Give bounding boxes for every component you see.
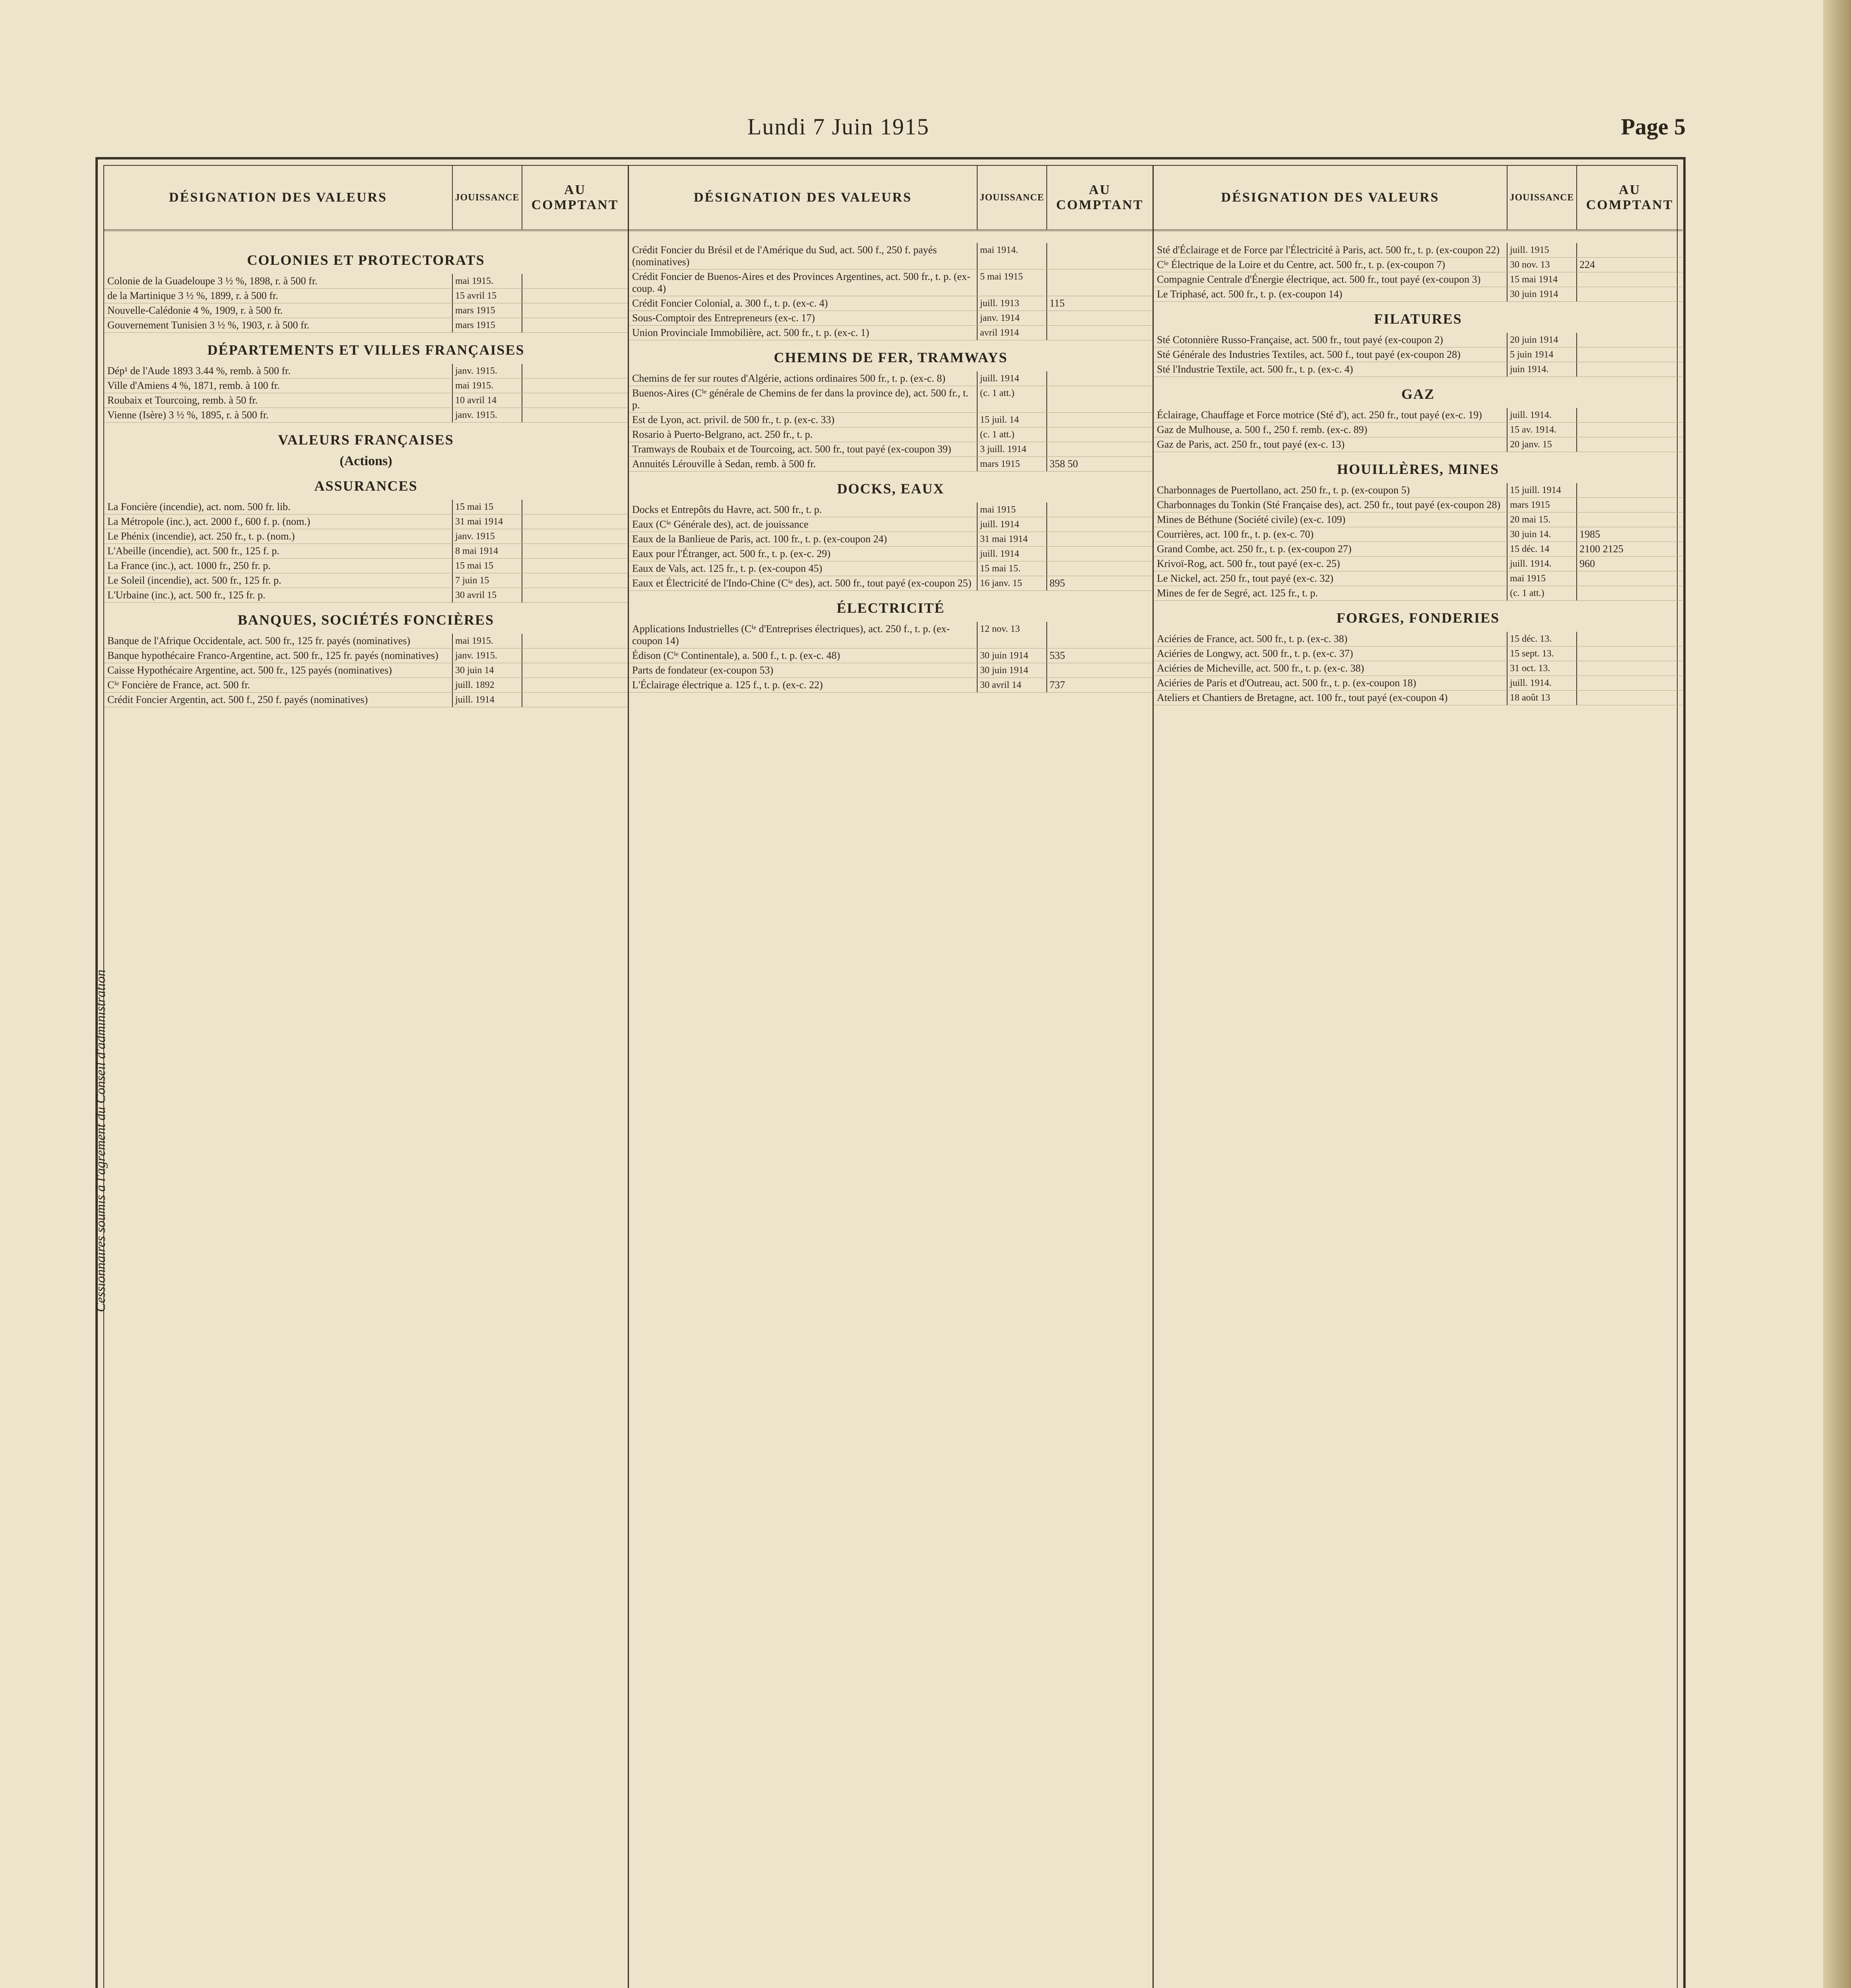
security-designation: Ville d'Amiens 4 %, 1871, remb. à 100 fr.: [104, 379, 453, 393]
security-designation: Vienne (Isère) 3 ½ %, 1895, r. à 500 fr.: [104, 408, 453, 422]
section-subtitle: (Actions): [340, 454, 392, 468]
security-designation: Éclairage, Chauffage et Force motrice (Sté d'), act. 250 fr., tout payé (ex-c. 19): [1154, 408, 1508, 422]
security-designation: Dép¹ de l'Aude 1893 3.44 %, remb. à 500 fr.: [104, 364, 453, 378]
jouissance-date: 15 juil. 14: [978, 413, 1047, 427]
cash-price: [522, 678, 628, 692]
listing-frame: [95, 157, 1686, 1988]
jouissance-date: juill. 1913: [978, 296, 1047, 311]
security-designation: Le Triphasé, act. 500 fr., t. p. (ex-coupon 14): [1154, 287, 1508, 301]
jouissance-date: mars 1915: [453, 303, 522, 318]
cash-price: [1047, 326, 1153, 340]
cash-price: 1985: [1579, 528, 1600, 540]
cash-price: [522, 573, 628, 588]
security-designation: Banque de l'Afrique Occidentale, act. 500 fr., 125 fr. payés (nominatives): [104, 634, 453, 648]
column-rows: [1154, 231, 1682, 705]
jouissance-date: 8 mai 1914: [453, 544, 522, 558]
jouissance-date: mars 1915: [453, 318, 522, 332]
jouissance-date: 30 juin 14.: [1508, 527, 1577, 542]
security-designation: Grand Combe, act. 250 fr., t. p. (ex-coupon 27): [1154, 542, 1508, 556]
security-designation: Gaz de Paris, act. 250 fr., tout payé (ex-c. 13): [1154, 437, 1508, 452]
jouissance-date: (c. 1 att.): [978, 427, 1047, 442]
jouissance-date: mai 1915: [978, 503, 1047, 517]
cash-price: [1577, 243, 1682, 257]
cash-price: [1577, 272, 1682, 287]
table-row: [629, 442, 1153, 457]
security-designation: Ateliers et Chantiers de Bretagne, act. 100 fr., tout payé (ex-coupon 4): [1154, 691, 1508, 705]
security-designation: Sté d'Éclairage et de Force par l'Électricité à Paris, act. 500 fr., t. p. (ex-coupon 22): [1154, 243, 1508, 257]
jouissance-date: juin 1914.: [1508, 362, 1577, 377]
cash-price: [522, 393, 628, 408]
security-designation: Est de Lyon, act. privil. de 500 fr., t. p. (ex-c. 33): [629, 413, 978, 427]
header-au-comptant: AU COMPTANT: [1056, 182, 1144, 212]
security-designation: Banque hypothécaire Franco-Argentine, act. 500 fr., 125 fr. payés (nominatives): [104, 648, 453, 663]
column-3: [1154, 166, 1682, 1988]
table-row: [629, 311, 1153, 326]
security-designation: Annuités Lérouville à Sedan, remb. à 500 fr.: [629, 457, 978, 471]
header-au-comptant: AU COMPTANT: [1586, 182, 1674, 212]
security-designation: Tramways de Roubaix et de Tourcoing, act. 500 fr., tout payé (ex-coupon 39): [629, 442, 978, 456]
jouissance-date: juill. 1914: [453, 693, 522, 707]
table-row: [629, 371, 1153, 386]
security-designation: Eaux de la Banlieue de Paris, act. 100 fr., t. p. (ex-coupon 24): [629, 532, 978, 546]
jouissance-date: 15 déc. 14: [1508, 542, 1577, 556]
security-designation: Parts de fondateur (ex-coupon 53): [629, 663, 978, 678]
security-designation: Gouvernement Tunisien 3 ½ %, 1903, r. à 500 fr.: [104, 318, 453, 332]
table-row: [629, 517, 1153, 532]
jouissance-date: 16 janv. 15: [978, 576, 1047, 590]
table-row: [104, 648, 628, 663]
jouissance-date: 30 juin 1914: [1508, 287, 1577, 301]
cash-price: [1047, 371, 1153, 386]
listing-frame-inner: [103, 165, 1678, 1988]
cash-price: [1577, 632, 1682, 646]
jouissance-date: 15 sept. 13.: [1508, 646, 1577, 661]
security-designation: Sté Cotonnière Russo-Française, act. 500 fr., tout payé (ex-coupon 2): [1154, 333, 1508, 347]
table-row: [1154, 437, 1682, 452]
section-title: DOCKS, EAUX: [837, 481, 945, 497]
jouissance-date: 20 mai 15.: [1508, 513, 1577, 527]
table-row: [629, 663, 1153, 678]
security-designation: Nouvelle-Calédonie 4 %, 1909, r. à 500 fr.: [104, 303, 453, 318]
cash-price: [1577, 513, 1682, 527]
security-designation: La France (inc.), act. 1000 fr., 250 fr. p.: [104, 559, 453, 573]
cash-price: [522, 588, 628, 602]
table-row: [629, 503, 1153, 517]
table-row: [629, 270, 1153, 296]
jouissance-date: 30 nov. 13: [1508, 258, 1577, 272]
cash-price: 224: [1579, 259, 1595, 270]
section-title: CHEMINS DE FER, TRAMWAYS: [774, 349, 1008, 365]
cash-price: [1047, 622, 1153, 648]
jouissance-date: 31 oct. 13.: [1508, 661, 1577, 676]
cash-price: 737: [1050, 679, 1065, 691]
page-header: [91, 113, 1686, 149]
jouissance-date: janv. 1915.: [453, 648, 522, 663]
jouissance-date: juill. 1914: [978, 517, 1047, 532]
jouissance-date: janv. 1914: [978, 311, 1047, 325]
table-row: [1154, 408, 1682, 423]
cash-price: 960: [1579, 558, 1595, 569]
table-row: [104, 529, 628, 544]
jouissance-date: 7 juin 15: [453, 573, 522, 588]
table-row: [1154, 691, 1682, 705]
cash-price: [1577, 483, 1682, 497]
section-title: GAZ: [1401, 386, 1435, 402]
cash-price: [1047, 503, 1153, 517]
cash-price: [522, 693, 628, 707]
security-designation: de la Martinique 3 ½ %, 1899, r. à 500 fr.: [104, 289, 453, 303]
table-row: [104, 559, 628, 573]
column-header: [629, 166, 1153, 231]
cash-price: [522, 514, 628, 529]
security-designation: Aciéries de France, act. 500 fr., t. p. (ex-c. 38): [1154, 632, 1508, 646]
jouissance-date: 31 mai 1914: [978, 532, 1047, 546]
table-row: [104, 678, 628, 693]
table-row: [629, 457, 1153, 472]
cash-price: [522, 500, 628, 514]
table-row: [629, 576, 1153, 591]
table-row: [104, 303, 628, 318]
table-row: [1154, 362, 1682, 377]
cash-price: [1047, 532, 1153, 546]
cash-price: [522, 544, 628, 558]
security-designation: Krivoï-Rog, act. 500 fr., tout payé (ex-c. 25): [1154, 557, 1508, 571]
security-designation: Eaux (Cⁱᵉ Générale des), act. de jouissance: [629, 517, 978, 532]
security-designation: Cⁱᵉ Électrique de la Loire et du Centre, act. 500 fr., t. p. (ex-coupon 7): [1154, 258, 1508, 272]
cash-price: [522, 364, 628, 378]
table-row: [629, 413, 1153, 427]
table-row: [104, 393, 628, 408]
table-row: [1154, 258, 1682, 272]
jouissance-date: juill. 1914.: [1508, 408, 1577, 422]
column-2: [629, 166, 1154, 1988]
section-title: ASSURANCES: [314, 478, 418, 494]
jouissance-date: juill. 1914.: [1508, 557, 1577, 571]
jouissance-date: mai 1915: [1508, 571, 1577, 586]
security-designation: Crédit Foncier de Buenos-Aires et des Provinces Argentines, act. 500 fr., t. p. (ex-coup. 4): [629, 270, 978, 296]
cash-price: [1047, 547, 1153, 561]
cash-price: [1577, 571, 1682, 586]
jouissance-date: 20 juin 1914: [1508, 333, 1577, 347]
table-row: [629, 547, 1153, 561]
security-designation: Eaux pour l'Étranger, act. 500 fr., t. p. (ex-c. 29): [629, 547, 978, 561]
table-row: [104, 514, 628, 529]
security-designation: Le Soleil (incendie), act. 500 fr., 125 fr. p.: [104, 573, 453, 588]
section-title: HOUILLÈRES, MINES: [1337, 461, 1500, 477]
jouissance-date: mars 1915: [1508, 498, 1577, 512]
jouissance-date: 15 avril 15: [453, 289, 522, 303]
cash-price: [1577, 333, 1682, 347]
security-designation: Édison (Cⁱᵉ Continentale), a. 500 f., t. p. (ex-c. 48): [629, 648, 978, 663]
section-title: DÉPARTEMENTS ET VILLES FRANÇAISES: [207, 342, 525, 358]
security-designation: L'Urbaine (inc.), act. 500 fr., 125 fr. p.: [104, 588, 453, 602]
security-designation: Gaz de Mulhouse, a. 500 f., 250 f. remb. (ex-c. 89): [1154, 423, 1508, 437]
jouissance-date: juill. 1915: [1508, 243, 1577, 257]
cash-price: [522, 408, 628, 422]
table-row: [629, 296, 1153, 311]
cash-price: [522, 303, 628, 318]
security-designation: Compagnie Centrale d'Énergie électrique, act. 500 fr., tout payé (ex-coupon 3): [1154, 272, 1508, 287]
page-edge-shadow: [1823, 0, 1851, 1988]
table-row: [629, 622, 1153, 648]
cash-price: [1577, 586, 1682, 600]
table-row: [1154, 348, 1682, 362]
cash-price: [1577, 437, 1682, 452]
table-row: [1154, 483, 1682, 498]
jouissance-date: 15 mai 15: [453, 559, 522, 573]
cash-price: [522, 289, 628, 303]
section-title: ÉLECTRICITÉ: [836, 600, 945, 616]
table-row: [104, 634, 628, 648]
cash-price: [1047, 243, 1153, 269]
column-1: [104, 166, 629, 1988]
column-header: [104, 166, 628, 231]
table-row: [629, 386, 1153, 413]
table-row: [104, 318, 628, 333]
jouissance-date: 20 janv. 15: [1508, 437, 1577, 452]
table-row: [104, 544, 628, 559]
cash-price: [1577, 691, 1682, 705]
table-row: [1154, 272, 1682, 287]
jouissance-date: juill. 1914.: [1508, 676, 1577, 690]
cash-price: [1047, 663, 1153, 678]
table-row: [104, 663, 628, 678]
jouissance-date: mai 1915.: [453, 634, 522, 648]
cash-price: [522, 318, 628, 332]
jouissance-date: avril 1914: [978, 326, 1047, 340]
security-designation: Rosario à Puerto-Belgrano, act. 250 fr., t. p.: [629, 427, 978, 442]
security-designation: Crédit Foncier Colonial, a. 300 f., t. p. (ex-c. 4): [629, 296, 978, 311]
table-row: [1154, 513, 1682, 527]
jouissance-date: 15 av. 1914.: [1508, 423, 1577, 437]
table-row: [104, 379, 628, 393]
security-designation: Sté l'Industrie Textile, act. 500 fr., t. p. (ex-c. 4): [1154, 362, 1508, 377]
security-designation: Applications Industrielles (Cⁱᵉ d'Entreprises électriques), act. 250 f., t. p. (ex-coupon 14): [629, 622, 978, 648]
header-designation: DÉSIGNATION DES VALEURS: [104, 166, 453, 229]
table-row: [104, 693, 628, 707]
jouissance-date: mai 1914.: [978, 243, 1047, 269]
table-row: [1154, 571, 1682, 586]
security-designation: Eaux de Vals, act. 125 fr., t. p. (ex-coupon 45): [629, 561, 978, 576]
jouissance-date: janv. 1915.: [453, 408, 522, 422]
security-designation: La Foncière (incendie), act. nom. 500 fr. lib.: [104, 500, 453, 514]
jouissance-date: 30 juin 14: [453, 663, 522, 678]
table-row: [629, 243, 1153, 270]
section-title: FORGES, FONDERIES: [1336, 610, 1500, 626]
security-designation: Mines de Béthune (Société civile) (ex-c. 109): [1154, 513, 1508, 527]
table-row: [104, 573, 628, 588]
jouissance-date: mai 1915.: [453, 379, 522, 393]
header-jouissance: JOUISSANCE: [978, 166, 1047, 229]
cash-price: [1577, 423, 1682, 437]
column-rows: [629, 231, 1153, 693]
jouissance-date: 15 mai 1914: [1508, 272, 1577, 287]
jouissance-date: 3 juill. 1914: [978, 442, 1047, 456]
security-designation: Le Nickel, act. 250 fr., tout payé (ex-c. 32): [1154, 571, 1508, 586]
table-row: [104, 364, 628, 379]
jouissance-date: janv. 1915: [453, 529, 522, 544]
cash-price: 2100 2125: [1579, 543, 1624, 555]
jouissance-date: 15 mai 15.: [978, 561, 1047, 576]
cash-price: 535: [1050, 650, 1065, 661]
issue-date: Lundi 7 Juin 1915: [747, 114, 929, 140]
jouissance-date: 15 juill. 1914: [1508, 483, 1577, 497]
header-jouissance: JOUISSANCE: [1508, 166, 1577, 229]
security-designation: Aciéries de Micheville, act. 500 fr., t. p. (ex-c. 38): [1154, 661, 1508, 676]
security-designation: Eaux et Électricité de l'Indo-Chine (Cⁱᵉ des), act. 500 fr., tout payé (ex-coupon 25): [629, 576, 978, 590]
security-designation: Charbonnages de Puertollano, act. 250 fr., t. p. (ex-coupon 5): [1154, 483, 1508, 497]
jouissance-date: (c. 1 att.): [1508, 586, 1577, 600]
cash-price: [1047, 442, 1153, 456]
security-designation: Mines de fer de Segré, act. 125 fr., t. p.: [1154, 586, 1508, 600]
column-rows: [104, 231, 628, 707]
header-designation: DÉSIGNATION DES VALEURS: [629, 166, 978, 229]
security-designation: Caisse Hypothécaire Argentine, act. 500 fr., 125 payés (nominatives): [104, 663, 453, 678]
security-designation: Crédit Foncier Argentin, act. 500 f., 250 f. payés (nominatives): [104, 693, 453, 707]
cash-price: [1577, 498, 1682, 512]
jouissance-date: 30 avril 14: [978, 678, 1047, 692]
cash-price: [522, 379, 628, 393]
table-row: [1154, 287, 1682, 302]
section-title: VALEURS FRANÇAISES: [278, 432, 454, 448]
header-jouissance: JOUISSANCE: [453, 166, 522, 229]
table-row: [104, 408, 628, 423]
table-row: [629, 427, 1153, 442]
cash-price: [522, 648, 628, 663]
cash-price: [1047, 517, 1153, 532]
cash-price: [522, 663, 628, 678]
section-title: COLONIES ET PROTECTORATS: [247, 252, 485, 268]
jouissance-date: (c. 1 att.): [978, 386, 1047, 412]
table-row: [104, 588, 628, 603]
jouissance-date: 30 juin 1914: [978, 663, 1047, 678]
column-header: [1154, 166, 1682, 231]
table-row: [104, 289, 628, 303]
security-designation: Courrières, act. 100 fr., t. p. (ex-c. 70): [1154, 527, 1508, 542]
jouissance-date: 5 mai 1915: [978, 270, 1047, 296]
security-designation: Cⁱᵉ Foncière de France, act. 500 fr.: [104, 678, 453, 692]
table-row: [629, 532, 1153, 547]
table-row: [1154, 646, 1682, 661]
cash-price: [1577, 408, 1682, 422]
table-row: [1154, 586, 1682, 601]
security-designation: Sté Générale des Industries Textiles, act. 500 f., tout payé (ex-coupon 28): [1154, 348, 1508, 362]
security-designation: Le Phénix (incendie), act. 250 fr., t. p. (nom.): [104, 529, 453, 544]
security-designation: Aciéries de Longwy, act. 500 fr., t. p. (ex-c. 37): [1154, 646, 1508, 661]
jouissance-date: 12 nov. 13: [978, 622, 1047, 648]
jouissance-date: 15 déc. 13.: [1508, 632, 1577, 646]
security-designation: Aciéries de Paris et d'Outreau, act. 500 fr., t. p. (ex-coupon 18): [1154, 676, 1508, 690]
security-designation: Union Provinciale Immobilière, act. 500 fr., t. p. (ex-c. 1): [629, 326, 978, 340]
table-row: [1154, 423, 1682, 437]
cash-price: 115: [1050, 297, 1065, 309]
cash-price: [522, 634, 628, 648]
side-note: Cessionnaires soumis à l'agrément du Conseil d'administration: [93, 969, 108, 1312]
table-row: [1154, 557, 1682, 571]
table-row: [1154, 542, 1682, 557]
security-designation: Buenos-Aires (Cⁱᵉ générale de Chemins de fer dans la province de), act. 500 fr., t. p.: [629, 386, 978, 412]
jouissance-date: 15 mai 15: [453, 500, 522, 514]
table-row: [104, 274, 628, 289]
cash-price: [1047, 413, 1153, 427]
table-row: [1154, 661, 1682, 676]
cash-price: [1047, 427, 1153, 442]
cash-price: [1577, 287, 1682, 301]
cash-price: [1577, 676, 1682, 690]
jouissance-date: 30 avril 15: [453, 588, 522, 602]
table-row: [629, 648, 1153, 663]
security-designation: Chemins de fer sur routes d'Algérie, actions ordinaires 500 fr., t. p. (ex-c. 8): [629, 371, 978, 386]
security-designation: Charbonnages du Tonkin (Sté Française des), act. 250 fr., tout payé (ex-coupon 28): [1154, 498, 1508, 512]
jouissance-date: 5 juin 1914: [1508, 348, 1577, 362]
cash-price: [522, 559, 628, 573]
cash-price: [1047, 311, 1153, 325]
cash-price: [1047, 561, 1153, 576]
table-row: [629, 678, 1153, 693]
jouissance-date: mars 1915: [978, 457, 1047, 471]
section-title: FILATURES: [1374, 311, 1462, 327]
jouissance-date: mai 1915.: [453, 274, 522, 288]
table-row: [1154, 632, 1682, 646]
cash-price: [522, 529, 628, 544]
cash-price: [1047, 386, 1153, 412]
table-row: [1154, 527, 1682, 542]
table-row: [1154, 676, 1682, 691]
security-designation: L'Abeille (incendie), act. 500 fr., 125 f. p.: [104, 544, 453, 558]
cash-price: [1577, 362, 1682, 377]
table-row: [629, 561, 1153, 576]
jouissance-date: 10 avril 14: [453, 393, 522, 408]
cash-price: 358 50: [1050, 458, 1078, 470]
cash-price: [1047, 270, 1153, 296]
cash-price: [522, 274, 628, 288]
cash-price: [1577, 348, 1682, 362]
security-designation: L'Éclairage électrique a. 125 f., t. p. (ex-c. 22): [629, 678, 978, 692]
jouissance-date: juill. 1914: [978, 371, 1047, 386]
section-title: BANQUES, SOCIÉTÉS FONCIÈRES: [237, 612, 495, 628]
cash-price: [1577, 646, 1682, 661]
header-designation: DÉSIGNATION DES VALEURS: [1154, 166, 1508, 229]
security-designation: Roubaix et Tourcoing, remb. à 50 fr.: [104, 393, 453, 408]
table-row: [1154, 243, 1682, 258]
jouissance-date: juill. 1892: [453, 678, 522, 692]
jouissance-date: juill. 1914: [978, 547, 1047, 561]
table-row: [104, 500, 628, 514]
cash-price: [1577, 661, 1682, 676]
jouissance-date: 18 août 13: [1508, 691, 1577, 705]
jouissance-date: janv. 1915.: [453, 364, 522, 378]
table-row: [629, 326, 1153, 340]
security-designation: Sous-Comptoir des Entrepreneurs (ex-c. 17): [629, 311, 978, 325]
security-designation: Colonie de la Guadeloupe 3 ½ %, 1898, r. à 500 fr.: [104, 274, 453, 288]
security-designation: Docks et Entrepôts du Havre, act. 500 fr., t. p.: [629, 503, 978, 517]
jouissance-date: 31 mai 1914: [453, 514, 522, 529]
page-number: Page 5: [1621, 114, 1686, 140]
header-au-comptant: AU COMPTANT: [531, 182, 619, 212]
security-designation: Crédit Foncier du Brésil et de l'Amérique du Sud, act. 500 f., 250 f. payés (nominatives): [629, 243, 978, 269]
table-row: [1154, 498, 1682, 513]
security-designation: La Métropole (inc.), act. 2000 f., 600 f. p. (nom.): [104, 514, 453, 529]
jouissance-date: 30 juin 1914: [978, 648, 1047, 663]
table-row: [1154, 333, 1682, 348]
cash-price: 895: [1050, 577, 1065, 589]
